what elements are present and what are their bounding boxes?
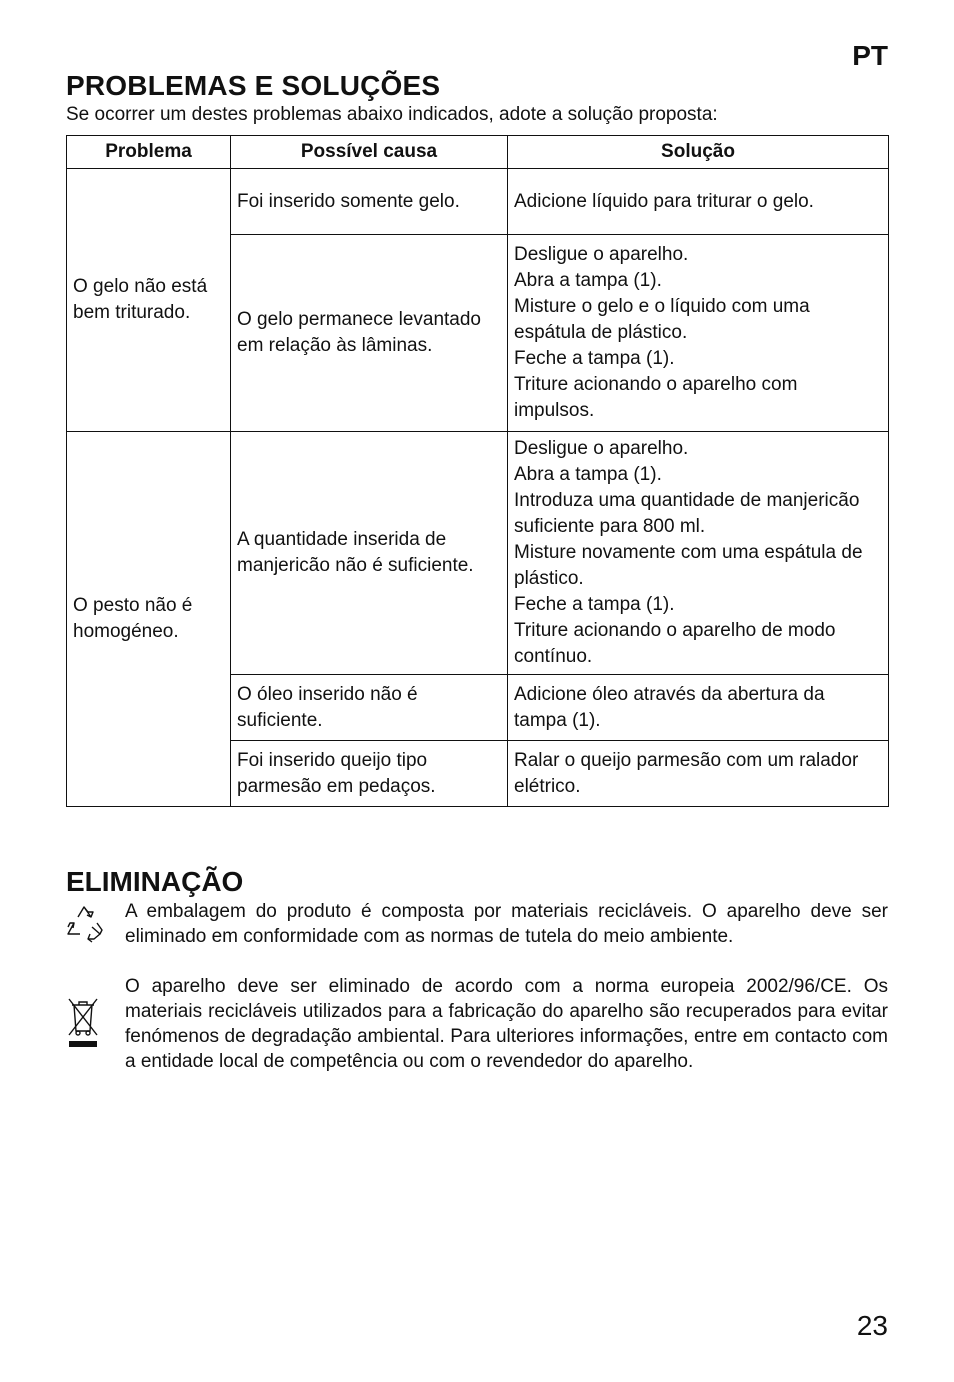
language-code: PT bbox=[852, 40, 888, 71]
solution-cell bbox=[508, 741, 889, 807]
solution-step: Abra a tampa (1). bbox=[514, 464, 662, 485]
solution-step: Desligue o aparelho. bbox=[514, 438, 689, 459]
crossed-bin-icon bbox=[66, 997, 100, 1054]
troubleshooting-table bbox=[66, 135, 889, 807]
solution-step: Ralar o queijo parmesão com um ralador elétrico. bbox=[514, 749, 859, 797]
problem-cell: O gelo não está bem triturado. bbox=[67, 169, 231, 432]
solution-step: Introduza uma quantidade de manjericão suficiente para 800 ml. bbox=[514, 490, 860, 537]
disposal-weee-text: O aparelho deve ser eliminado de acordo com a norma europeia 2002/96/CE. Os materiais recicláveis utilizados para a fabricação do aparelho são recuperados para evitar fenómenos de degradação ambiental. Para ulteriores informações, entre em contacto com a entidade local de competência ou com o revendedor do aparelho. bbox=[125, 976, 888, 1072]
column-header-cause: Possível causa bbox=[231, 136, 508, 169]
table-header-row bbox=[67, 136, 889, 169]
solution-step: Triture acionando o aparelho de modo contínuo. bbox=[514, 620, 836, 667]
column-header-solution: Solução bbox=[508, 136, 889, 169]
page-number: 23 bbox=[856, 1310, 888, 1341]
solution-step: Adicione óleo através da abertura da tampa (1). bbox=[514, 683, 825, 731]
cause-cell: O óleo inserido não é suficiente. bbox=[231, 675, 508, 741]
solution-cell bbox=[508, 432, 889, 675]
solution-step: Adicione líquido para triturar o gelo. bbox=[514, 190, 814, 212]
problem-cell: O pesto não é homogéneo. bbox=[67, 432, 231, 807]
solution-step: Feche a tampa (1). bbox=[514, 594, 675, 615]
disposal-title: ELIMINAÇÃO bbox=[66, 866, 244, 897]
solution-step: Misture o gelo e o líquido com uma espátula de plástico. bbox=[514, 296, 810, 343]
cause-cell: O gelo permanece levantado em relação às lâminas. bbox=[231, 235, 508, 432]
column-header-problem: Problema bbox=[67, 136, 231, 169]
solution-cell bbox=[508, 169, 889, 235]
cause-cell: Foi inserido queijo tipo parmesão em pedaços. bbox=[231, 741, 508, 807]
troubleshooting-title: PROBLEMAS E SOLUÇÕES bbox=[66, 70, 441, 101]
cause-cell: Foi inserido somente gelo. bbox=[231, 169, 508, 235]
table-row bbox=[67, 169, 889, 235]
solution-cell bbox=[508, 235, 889, 432]
solution-step: Abra a tampa (1). bbox=[514, 270, 662, 291]
solution-cell bbox=[508, 675, 889, 741]
troubleshooting-intro: Se ocorrer um destes problemas abaixo indicados, adote a solução proposta: bbox=[66, 104, 718, 125]
disposal-packaging-text: A embalagem do produto é composta por materiais recicláveis. O aparelho deve ser eliminado em conformidade com as normas de tutela do meio ambiente. bbox=[125, 901, 888, 947]
table-row bbox=[67, 432, 889, 675]
recycle-icon bbox=[64, 903, 106, 948]
solution-step: Feche a tampa (1). bbox=[514, 348, 675, 369]
cause-cell: A quantidade inserida de manjericão não é suficiente. bbox=[231, 432, 508, 675]
solution-step: Misture novamente com uma espátula de plástico. bbox=[514, 542, 863, 589]
solution-step: Triture acionando o aparelho com impulsos. bbox=[514, 374, 798, 421]
solution-step: Desligue o aparelho. bbox=[514, 244, 689, 265]
